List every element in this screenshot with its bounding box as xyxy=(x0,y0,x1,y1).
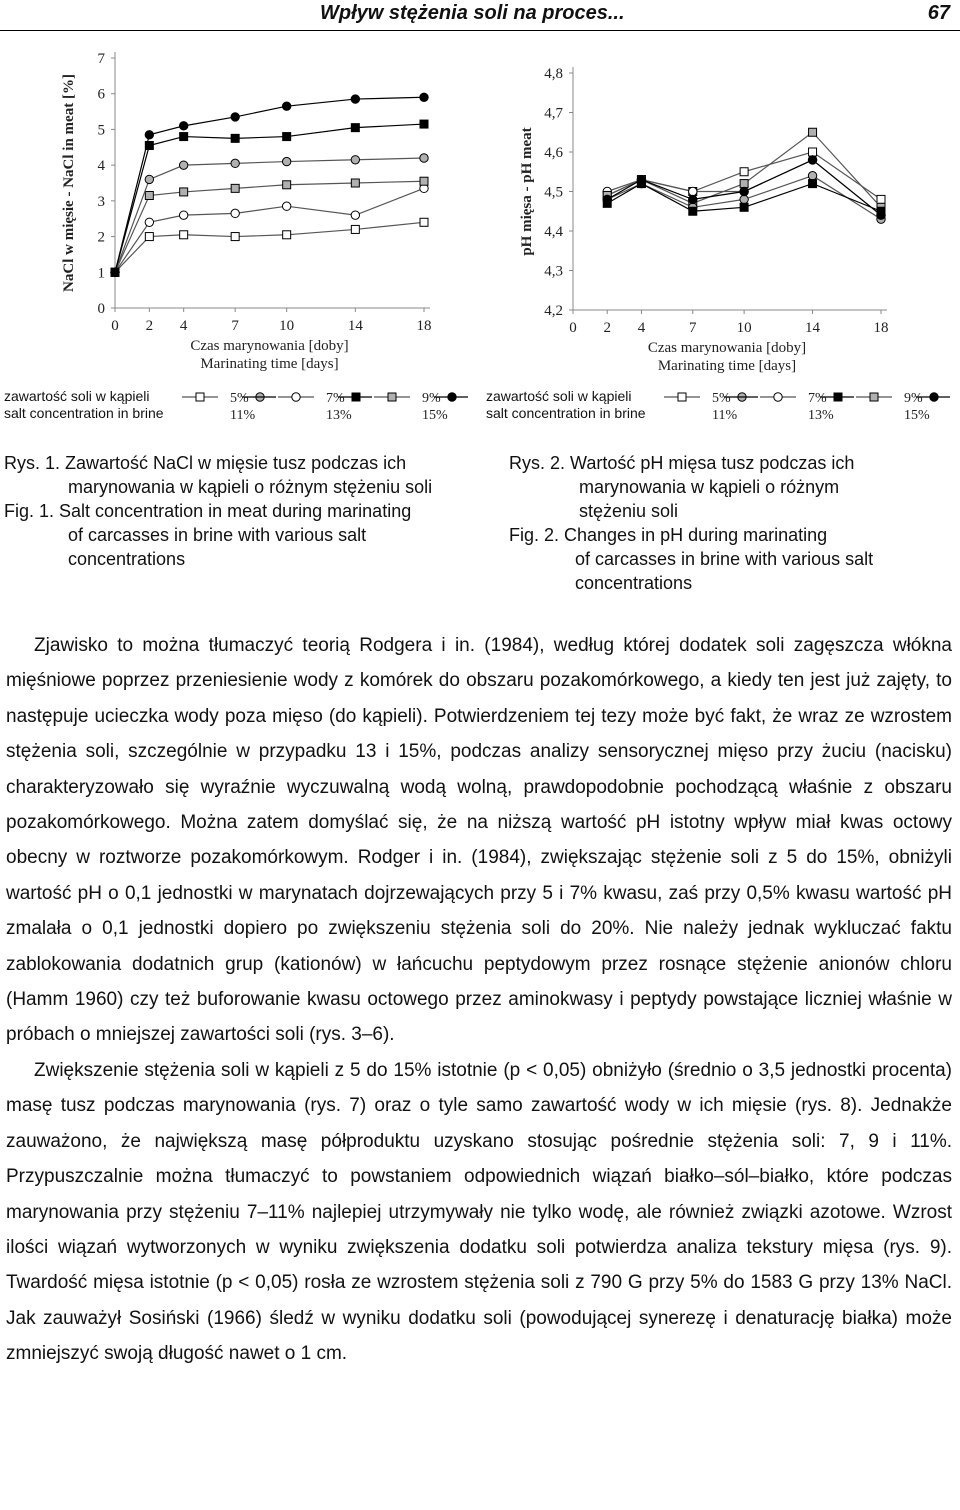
series-line xyxy=(115,188,424,272)
data-point xyxy=(808,156,816,164)
x-axis-label: Czas marynowania [doby] xyxy=(190,338,349,354)
data-point xyxy=(420,218,428,226)
x-tick-label: 18 xyxy=(416,318,432,334)
data-point xyxy=(877,211,885,219)
data-point xyxy=(283,231,291,239)
data-point xyxy=(111,268,119,276)
y-tick-label: 4,4 xyxy=(544,224,563,240)
ph-chart xyxy=(495,40,955,390)
y-tick-label: 4,3 xyxy=(544,263,563,280)
y-tick-label: 6 xyxy=(97,86,105,103)
legend-fig1 xyxy=(4,388,474,422)
data-point xyxy=(231,134,239,142)
data-point xyxy=(282,202,290,210)
data-point xyxy=(231,159,239,167)
legend-label-en: salt concentration in brine xyxy=(4,405,164,421)
data-point xyxy=(282,102,290,110)
x-tick-label: 4 xyxy=(637,320,646,336)
header-rule xyxy=(0,30,960,31)
data-point xyxy=(809,148,817,156)
data-point xyxy=(351,124,359,132)
legend-item-label: 7% xyxy=(808,391,827,406)
body-text xyxy=(6,628,952,1372)
legend-keys xyxy=(180,388,470,422)
y-axis-label: NaCl w mięsie - NaCl in meat [%] xyxy=(61,74,77,292)
data-point xyxy=(420,154,428,162)
data-point xyxy=(740,180,748,188)
data-point xyxy=(637,175,645,183)
legend-item-label: 11% xyxy=(230,408,256,422)
data-point xyxy=(180,188,188,196)
data-point xyxy=(740,187,748,195)
series-line xyxy=(115,97,424,272)
y-tick-label: 7 xyxy=(97,51,105,67)
data-point xyxy=(231,113,239,121)
data-point xyxy=(231,233,239,241)
caption-line: marynowania w kąpieli o różnym xyxy=(579,477,840,497)
paragraph: Zjawisko to można tłumaczyć teorią Rodgera i in. (1984), według której dodatek soli zagęszcza włókna mięśniowe poprzez przeniesienie wody z komórek do obszaru pozakomórkowego, a kiedy ten jest już zajęty, to następuje ucieczka wody poza mięso (do kąpieli). Potwierdzeniem tej tezy może być fakt, że wraz ze wzrostem stężenia soli, szczególnie w przypadku 13 i 15%, podczas analizy sensorycznej mięso przy żuciu (nacisku) charakteryzowało się wyraźnie wyczuwalną wodą wolną, prawdopodobnie pochodzącą właśnie z obszaru pozakomórkowego. Można zatem domyślać się, że na niższą wartość pH istotny wpływ miał kwas octowy obecny w roztworze pozakomórkowym. Rodger i in. (1984), zwiększając stężenie soli z 5 do 15%, obniżyli wartość pH o 0,1 jednostki w marynatach dojrzewających przy 5 i 7% kwasu, zaś przy 0,5% kwasu wartość pH zmalała o 0,1 jednostki dopiero po zwiększeniu stężenia soli do 20%. Nie należy jednak wykluczać faktu zablokowania dodatnich grup (kationów) w łańcuchu peptydowym przez rosnące stężenie anionów chloru (Hamm 1960) czy też buforowanie kwasu octowego przez aminokwasy i peptydy powstające liczniej właśnie w próbach o mniejszej zawartości soli (rys. 3–6). xyxy=(6,635,952,1046)
data-point xyxy=(180,231,188,239)
caption-line: Rys. 2. Wartość pH mięsa tusz podczas ich xyxy=(509,453,855,473)
data-point xyxy=(231,209,239,217)
y-tick-label: 3 xyxy=(97,193,105,210)
caption-line: Fig. 2. Changes in pH during marinating xyxy=(509,525,828,545)
y-tick-label: 1 xyxy=(97,265,105,282)
y-tick-label: 4,8 xyxy=(544,66,563,82)
data-point xyxy=(603,195,611,203)
y-tick-label: 5 xyxy=(97,122,105,139)
x-axis-label: Marinating time [days] xyxy=(200,356,339,372)
paragraph: Zwiększenie stężenia soli w kąpieli z 5 do 15% istotnie (p < 0,05) obniżyło (średnio o 3,5 jednostki procenta) masę tusz podczas marynowania (rys. 7) oraz o tyle samo zawartość wody w ich mięsie (rys. 8). Jednakże zauważono, że największą masę półproduktu uzyskano stosując pośrednie stężenia soli: 7, 9 i 11%. Przypuszczalnie można tłumaczyć to powstaniem odpowiednich wiązań białko–sól–białko, które podczas marynowania przy stężeniu 7–11% najlepiej utrzymywały nie tylko wodę, ale również związki azotowe. Wzrost ilości wiązań wytworzonych w wyniku zwiększenia dodatku soli potwierdza analiza tekstury mięsa (rys. 9). Twardość mięsa istotnie (p < 0,05) rosła ze wzrostem stężenia soli z 790 G przy 5% do 1583 G przy 13% NaCl. Jak zauważył Sosiński (1966) śledź w wyniku dodatku soli (powodującej synerezę i denaturację białka) może zmniejszyć swoją długość nawet o 1 cm. xyxy=(6,1059,952,1365)
data-point xyxy=(420,120,428,128)
nacl-chart xyxy=(40,40,480,390)
data-point xyxy=(689,207,697,215)
data-point xyxy=(283,181,291,189)
caption-line: stężeniu soli xyxy=(579,501,679,521)
legend-keys xyxy=(662,388,952,422)
x-tick-label: 10 xyxy=(279,318,295,334)
page-header xyxy=(0,0,960,30)
legend-label-pl: zawartość soli w kąpieli xyxy=(486,388,632,404)
legend-label-pl: zawartość soli w kąpieli xyxy=(4,388,150,404)
legend-item-label: 9% xyxy=(904,391,923,406)
legend-label-en: salt concentration in brine xyxy=(486,405,646,421)
caption-line: concentrations xyxy=(575,573,693,593)
y-tick-label: 4,5 xyxy=(544,184,563,201)
data-point xyxy=(877,195,885,203)
data-point xyxy=(420,93,428,101)
running-title: Wpływ stężenia soli na proces... xyxy=(320,2,625,24)
series-line xyxy=(115,124,424,272)
data-point xyxy=(420,177,428,185)
data-point xyxy=(351,225,359,233)
x-tick-label: 4 xyxy=(179,318,188,334)
legend-item-label: 5% xyxy=(712,391,731,406)
legend-item-label: 15% xyxy=(904,408,930,422)
y-tick-label: 0 xyxy=(97,301,105,317)
x-axis-label: Czas marynowania [doby] xyxy=(647,340,807,356)
data-point xyxy=(179,211,187,219)
data-point xyxy=(809,128,817,136)
data-point xyxy=(145,233,153,241)
data-point xyxy=(283,133,291,141)
x-tick-label: 0 xyxy=(111,318,119,334)
data-point xyxy=(351,179,359,187)
caption-line: Rys. 1. Zawartość NaCl w mięsie tusz podczas ich xyxy=(4,453,407,473)
x-tick-label: 14 xyxy=(347,318,363,334)
y-axis-label: pH mięsa - pH meat xyxy=(519,127,535,256)
x-tick-label: 0 xyxy=(569,320,577,336)
x-tick-label: 7 xyxy=(689,320,697,336)
data-point xyxy=(231,184,239,192)
data-point xyxy=(740,195,748,203)
data-point xyxy=(740,203,748,211)
x-tick-label: 2 xyxy=(145,318,154,334)
data-point xyxy=(809,180,817,188)
data-point xyxy=(180,133,188,141)
y-tick-label: 4,2 xyxy=(544,303,563,319)
caption-line: of carcasses in brine with various salt xyxy=(68,525,367,545)
series-line xyxy=(115,158,424,272)
data-point xyxy=(282,157,290,165)
x-tick-label: 18 xyxy=(873,320,889,336)
data-point xyxy=(179,122,187,130)
data-point xyxy=(145,192,153,200)
data-point xyxy=(145,131,153,139)
data-point xyxy=(145,218,153,226)
legend-item-label: 15% xyxy=(422,408,448,422)
data-point xyxy=(351,211,359,219)
legend-item-label: 5% xyxy=(230,391,249,406)
x-tick-label: 10 xyxy=(736,320,752,336)
legend-item-label: 7% xyxy=(326,391,345,406)
y-tick-label: 4,6 xyxy=(544,145,563,161)
legend-fig2 xyxy=(486,388,958,422)
figure-2-caption xyxy=(509,451,959,595)
caption-line: Fig. 1. Salt concentration in meat during marinating xyxy=(4,501,412,521)
x-axis-label: Marinating time [days] xyxy=(657,358,797,374)
caption-line: marynowania w kąpieli o różnym stężeniu soli xyxy=(68,477,433,497)
data-point xyxy=(689,187,697,195)
x-tick-label: 14 xyxy=(805,320,821,336)
figure-1-caption xyxy=(4,451,504,571)
data-point xyxy=(808,172,816,180)
y-tick-label: 4 xyxy=(97,158,105,175)
caption-line: concentrations xyxy=(68,549,186,569)
y-tick-label: 4,7 xyxy=(544,105,563,122)
data-point xyxy=(351,156,359,164)
data-point xyxy=(689,195,697,203)
x-tick-label: 7 xyxy=(231,318,239,334)
data-point xyxy=(351,95,359,103)
y-tick-label: 2 xyxy=(97,229,105,246)
data-point xyxy=(145,175,153,183)
x-tick-label: 2 xyxy=(603,320,611,336)
legend-item-label: 13% xyxy=(326,408,352,422)
data-point xyxy=(179,161,187,169)
page-number: 67 xyxy=(927,2,950,24)
legend-item-label: 13% xyxy=(808,408,834,422)
caption-line: of carcasses in brine with various salt xyxy=(575,549,874,569)
legend-item-label: 9% xyxy=(422,391,441,406)
data-point xyxy=(740,168,748,176)
series-line xyxy=(115,222,424,272)
legend-item-label: 11% xyxy=(712,408,738,422)
